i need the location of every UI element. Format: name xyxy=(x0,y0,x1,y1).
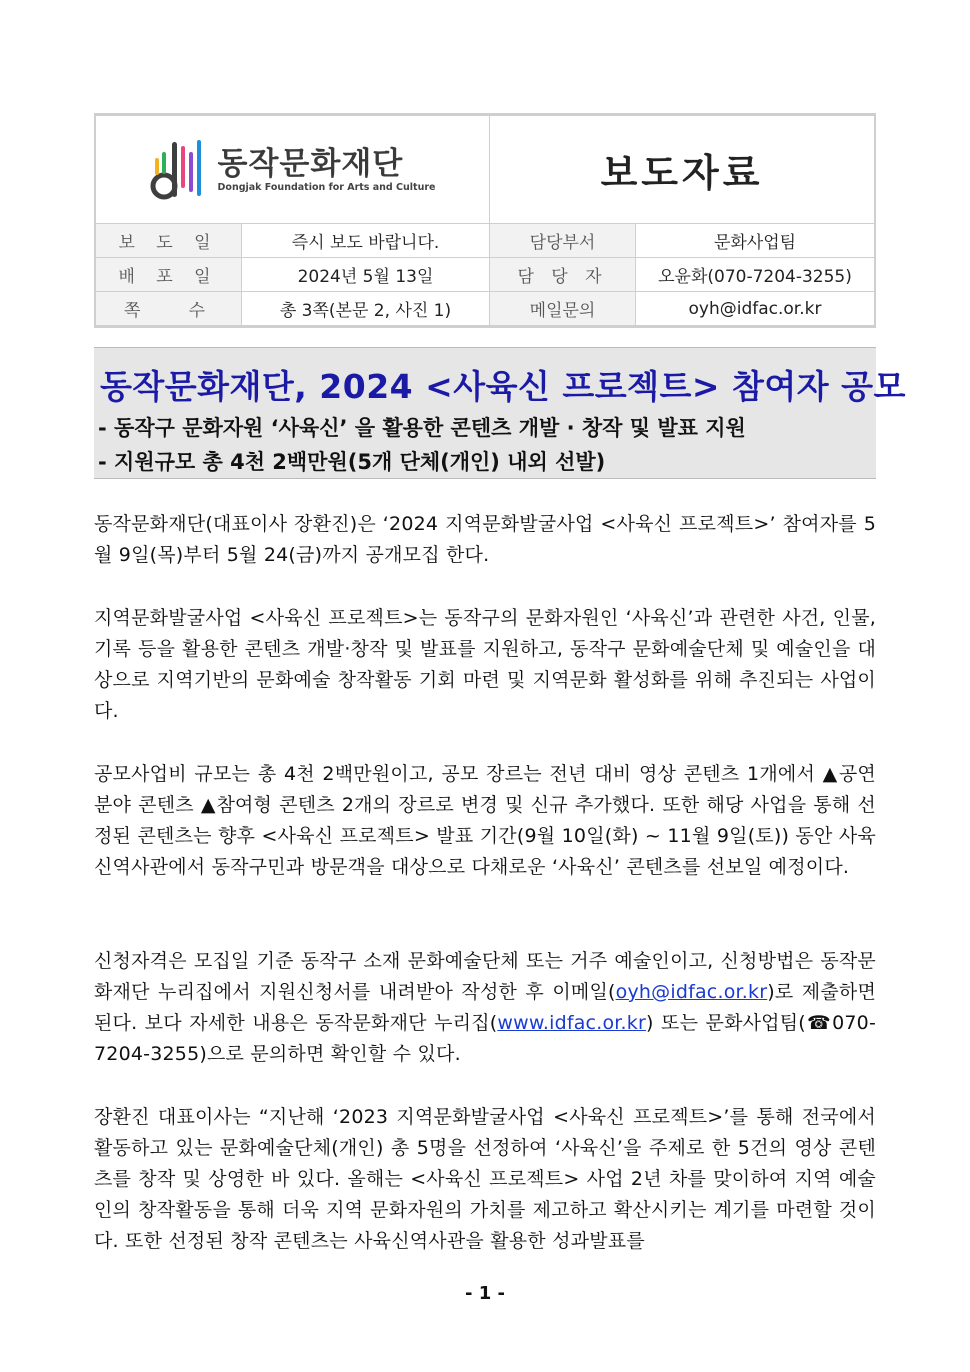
subtitle-2: - 지원규모 총 4천 2백만원(5개 단체(개인) 내외 선발) xyxy=(98,450,606,474)
label-department: 담당부서 xyxy=(490,224,636,258)
doc-type-cell xyxy=(490,115,876,224)
header-row-distribution-date xyxy=(95,258,875,292)
paragraph-1: 동작문화재단(대표이사 장환진)은 ‘2024 지역문화발굴사업 <사육신 프로젝트>’ 참여자를 5월 9일(목)부터 5월 24(금)까지 공개모집 한다. xyxy=(94,513,876,566)
value-distribution-date: 2024년 5월 13일 xyxy=(242,258,490,292)
paragraph-4-text-a: 신청자격은 모집일 기준 동작구 소재 문화예술단체 또는 거주 예술인이고, 신청방법은 동작문화재단 누리집에서 지원신청서를 내려받아 작성한 후 이메일( xyxy=(94,950,876,1003)
paragraph-4-text-b: )로 제출하면 된다. 보다 자세한 내용은 동작문화재단 누리집( xyxy=(94,981,876,1034)
value-release-date: 즉시 보도 바랍니다. xyxy=(242,224,490,258)
value-pages: 총 3쪽(본문 2, 사진 1) xyxy=(242,292,490,327)
paragraph-3: 공모사업비 규모는 총 4천 2백만원이고, 공모 장르는 전년 대비 영상 콘텐츠 1개에서 ▲공연분야 콘텐츠 ▲참여형 콘텐츠 2개의 장르로 변경 및 신규 추가했다. 또한 해당 사업을 통해 선정된 콘텐츠는 향후 <사육신 프로젝트> 발표 기간(9월 10일(화) ~ 11월 9일(토)) 동안 사육신역사관에서 동작구민과 방문객을 대상으로 다채로운 ‘사육신’ 콘텐츠를 선보일 예정이다. xyxy=(94,763,876,878)
paragraph-4-text-c: ) 또는 문화사업팀(☎070-7204-3255)으로 문의하면 확인할 수 있다. xyxy=(94,1012,877,1065)
header-row-release-date xyxy=(95,224,875,258)
main-title: 동작문화재단, 2024 <사육신 프로젝트> 참여자 공모 xyxy=(100,367,906,406)
paragraph-4 xyxy=(94,946,876,1070)
website-link[interactable]: www.idfac.or.kr xyxy=(497,1012,646,1034)
foundation-logo xyxy=(96,138,489,202)
page-number: - 1 - xyxy=(465,1283,505,1304)
label-contact-person: 담 당 자 xyxy=(490,258,636,292)
logo-cell xyxy=(95,115,490,224)
header-table xyxy=(94,113,876,328)
label-distribution-date: 배 포 일 xyxy=(95,258,242,292)
header-row-pages xyxy=(95,292,875,327)
foundation-logo-icon xyxy=(150,138,208,202)
value-contact-person: 오윤화(070-7204-3255) xyxy=(636,258,876,292)
paragraph-5: 장환진 대표이사는 “지난해 ‘2023 지역문화발굴사업 <사육신 프로젝트>’를 통해 전국에서 활동하고 있는 문화예술단체(개인) 총 5명을 선정하여 ‘사육신’을 주제로 한 5건의 영상 콘텐츠를 창작 및 상영한 바 있다. 올해는 <사육신 프로젝트> 사업 2년 차를 맞이하여 지역 예술인의 창작활동을 통해 더욱 지역 문화자원의 가치를 제고하고 확산시키는 계기를 마련할 것이다. 또한 선정된 창작 콘텐츠는 사육신역사관을 활용한 성과발표를 xyxy=(94,1106,876,1252)
value-email: oyh@idfac.or.kr xyxy=(636,292,876,327)
doc-type-title: 보도자료 xyxy=(600,151,764,195)
label-email: 메일문의 xyxy=(490,292,636,327)
org-name: 동작문화재단 xyxy=(217,146,404,182)
label-pages: 쪽 수 xyxy=(95,292,242,327)
org-name-en: Dongjak Foundation for Arts and Culture xyxy=(217,182,436,193)
subtitle-1: - 동작구 문화자원 ‘사육신’ 을 활용한 콘텐츠 개발 · 창작 및 발표 지원 xyxy=(98,416,746,440)
label-release-date: 보 도 일 xyxy=(95,224,242,258)
title-box xyxy=(94,347,906,479)
value-department: 문화사업팀 xyxy=(636,224,876,258)
email-link[interactable]: oyh@idfac.or.kr xyxy=(615,981,768,1003)
paragraph-2: 지역문화발굴사업 <사육신 프로젝트>는 동작구의 문화자원인 ‘사육신’과 관련한 사건, 인물, 기록 등을 활용한 콘텐츠 개발·창작 및 발표를 지원하고, 동작구 문화예술단체 및 예술인을 대상으로 지역기반의 문화예술 창작활동 기회 마련 및 지역문화 활성화를 위해 추진되는 사업이다. xyxy=(94,607,876,722)
